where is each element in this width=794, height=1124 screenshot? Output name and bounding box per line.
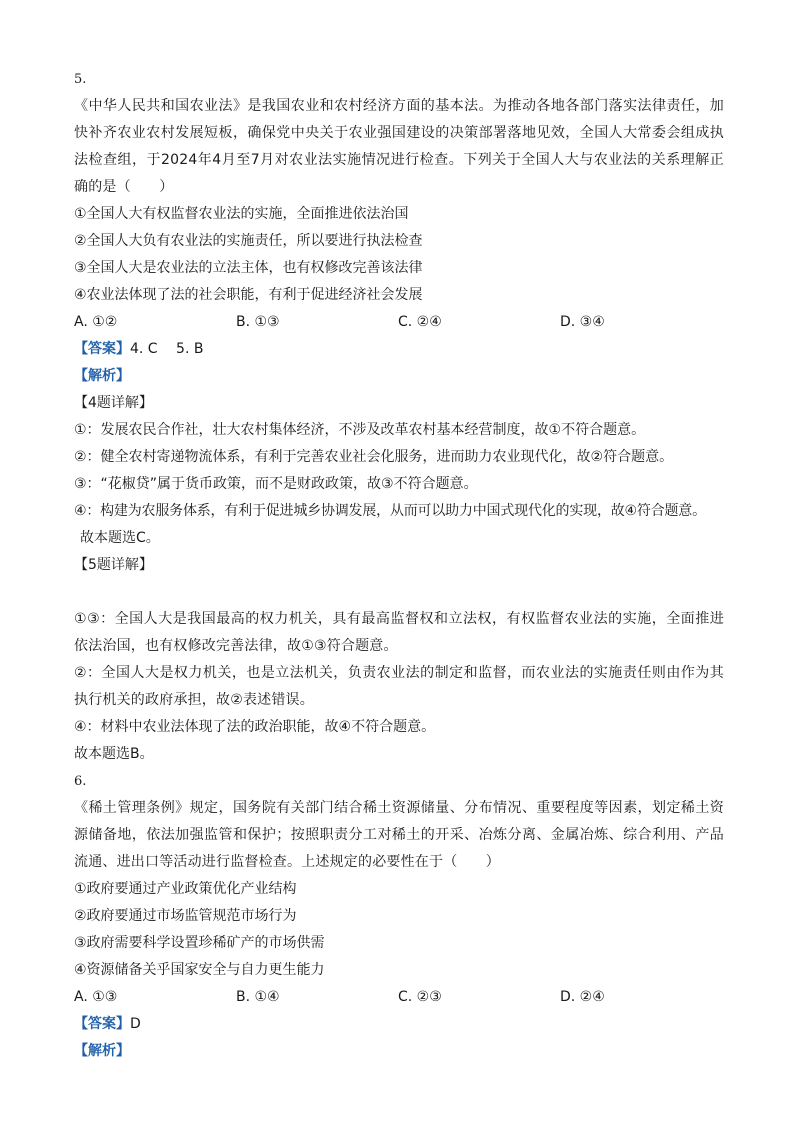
question-number: 6. [74, 774, 87, 789]
analysis-tag: 【解析】 [74, 368, 130, 384]
statement-4: ④资源储备关乎国家安全与自力更生能力 [74, 962, 325, 978]
option-a: A. ①③ [74, 989, 118, 1005]
detail-4-line-2: ②：健全农村寄递物流体系，有利于完善农业社会化服务，进而助力农业现代化，故②符合题意。 [74, 449, 674, 465]
option-d: D. ②④ [560, 989, 605, 1005]
option-b: B. ①③ [236, 314, 280, 330]
option-c: C. ②④ [398, 314, 442, 330]
option-d: D. ③④ [560, 314, 605, 330]
option-c: C. ②③ [398, 989, 442, 1005]
answer-tag: 【答案】 [74, 1016, 130, 1032]
statement-2: ②全国人大负有农业法的实施责任，所以要进行执法检查 [74, 233, 423, 249]
statement-4: ④农业法体现了法的社会职能，有利于促进经济社会发展 [74, 287, 423, 303]
statement-3: ③政府需要科学设置珍稀矿产的市场供需 [74, 935, 325, 951]
detail-5-tag: 【5题详解】 [74, 557, 153, 573]
answer-text: D [130, 1016, 141, 1032]
detail-4-line-4: ④：构建为农服务体系，有利于促进城乡协调发展，从而可以助力中国式现代化的实现，故④符合题意。 [74, 503, 706, 519]
document-content [74, 66, 724, 1065]
question-number: 5. [74, 72, 87, 87]
question-stem: 《中华人民共和国农业法》是我国农业和农村经济方面的基本法。为推动各地各部门落实法律责任，加快补齐农业农村发展短板，确保党中央关于农业强国建设的决策部署落地见效，全国人大常委会组成执法检查组，于2024年4月至7月对农业法实施情况进行检查。下列关于全国人大与农业法的关系理解正确的是（ ） [74, 98, 724, 195]
option-a: A. ①② [74, 314, 118, 330]
detail-5-conclusion: 故本题选B。 [74, 746, 154, 762]
answer-text: 4. C 5. B [130, 341, 204, 357]
question-stem: 《稀土管理条例》规定，国务院有关部门结合稀土资源储量、分布情况、重要程度等因素，划定稀土资源储备地，依法加强监管和保护；按照职责分工对稀土的开采、冶炼分离、金属冶炼、综合利用、产品流通、进出口等活动进行监督检查。上述规定的必要性在于（ ） [74, 800, 724, 870]
detail-5-para-2: ②：全国人大是权力机关，也是立法机关，负责农业法的制定和监督，而农业法的实施责任则由作为其执行机关的政府承担，故②表述错误。 [74, 665, 724, 708]
answer-options [74, 309, 724, 336]
statement-3: ③全国人大是农业法的立法主体，也有权修改完善该法律 [74, 260, 423, 276]
detail-4-line-1: ①：发展农民合作社，壮大农村集体经济，不涉及改革农村基本经营制度，故①不符合题意。 [74, 422, 646, 438]
answer-options [74, 984, 724, 1011]
answer-line [74, 1011, 724, 1038]
detail-5-line-3: ④：材料中农业法体现了法的政治职能，故④不符合题意。 [74, 719, 436, 735]
statement-1: ①政府要通过产业政策优化产业结构 [74, 881, 297, 897]
answer-line [74, 336, 724, 363]
option-b: B. ①④ [236, 989, 280, 1005]
analysis-tag: 【解析】 [74, 1043, 130, 1059]
detail-5-para-1: ①③：全国人大是我国最高的权力机关，具有最高监督权和立法权，有权监督农业法的实施，全面推进依法治国，也有权修改完善法律，故①③符合题意。 [74, 611, 724, 654]
detail-4-line-3: ③：“花椒贷”属于货币政策，而不是财政政策，故③不符合题意。 [74, 476, 478, 492]
blank-line [74, 579, 724, 606]
detail-4-conclusion: 故本题选C。 [80, 530, 160, 546]
statement-1: ①全国人大有权监督农业法的实施，全面推进依法治国 [74, 206, 409, 222]
statement-2: ②政府要通过市场监管规范市场行为 [74, 908, 297, 924]
answer-tag: 【答案】 [74, 341, 130, 357]
detail-4-tag: 【4题详解】 [74, 395, 153, 411]
